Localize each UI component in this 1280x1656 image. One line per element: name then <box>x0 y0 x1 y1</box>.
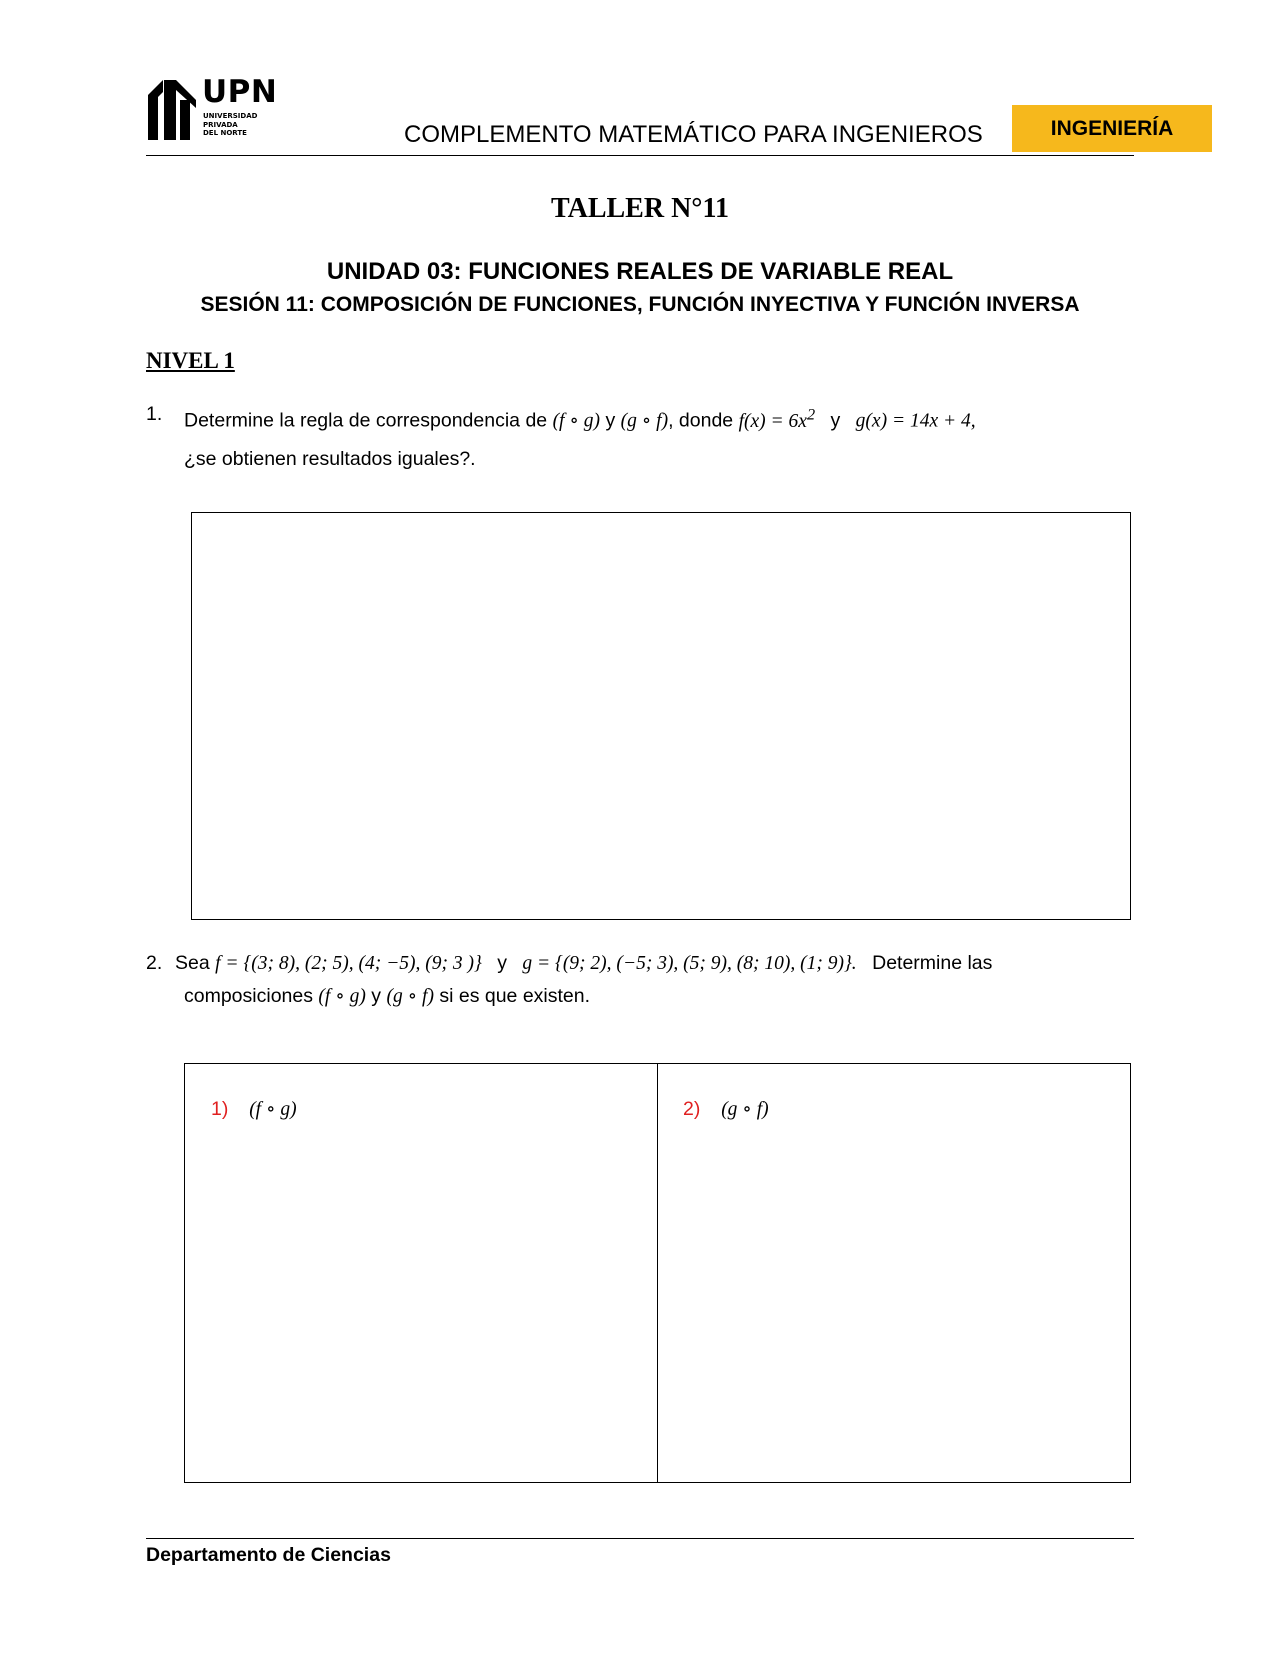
faculty-badge <box>1012 105 1212 152</box>
footer-department: Departamento de Ciencias <box>146 1544 391 1566</box>
answer-table-divider <box>657 1064 658 1482</box>
problem-1-question: ¿se obtienen resultados iguales?. <box>184 448 476 470</box>
session-title: SESIÓN 11: COMPOSICIÓN DE FUNCIONES, FUNCIÓN INYECTIVA Y FUNCIÓN INVERSA <box>200 293 1080 316</box>
course-title: COMPLEMENTO MATEMÁTICO PARA INGENIEROS <box>404 121 983 148</box>
unit-title: UNIDAD 03: FUNCIONES REALES DE VARIABLE REAL <box>326 258 954 285</box>
problem-2-sea: Sea <box>175 952 210 974</box>
problem-1-intro: Determine la regla de correspondencia de <box>184 409 548 432</box>
answer-cell-2-expression: (g ∘ f) <box>721 1099 769 1120</box>
problem-1-comp-fg: (f ∘ g) <box>552 410 601 432</box>
logo-wordmark: UPN <box>202 74 278 110</box>
problem-1-and-2: y <box>830 409 841 432</box>
faculty-badge-label: INGENIERÍA <box>1050 116 1174 140</box>
problem-1-and: y <box>605 409 616 432</box>
problem-2-number: 2. <box>146 952 163 974</box>
problem-2-if-exist: si es que existen. <box>439 985 591 1007</box>
answer-cell-1-label[interactable] <box>211 1096 297 1123</box>
level-heading: NIVEL 1 <box>146 348 235 373</box>
problem-2-and-2: y <box>371 985 382 1007</box>
f-exponent: 2 <box>806 405 816 423</box>
footer-divider <box>146 1538 1134 1539</box>
logo-line-1: UNIVERSIDAD <box>203 112 258 120</box>
answer-cell-1-expression: (f ∘ g) <box>249 1099 297 1120</box>
answer-cell-1-number: 1) <box>211 1098 229 1120</box>
problem-1-number: 1. <box>146 403 163 425</box>
problem-1-where: , donde <box>668 409 734 432</box>
worksheet-title: TALLER N°11 <box>551 193 729 224</box>
problem-2-line-1 <box>175 950 992 977</box>
problem-2-line-2 <box>184 983 590 1010</box>
upn-logo-icon <box>146 78 198 140</box>
logo-line-3: DEL NORTE <box>203 129 247 137</box>
f-definition: f(x) = 6x <box>738 410 807 432</box>
problem-2-f-set: f = {(3; 8), (2; 5), (4; −5), (9; 3 )} <box>215 953 482 974</box>
problem-2-compositions: composiciones <box>184 985 313 1007</box>
problem-1-comp-gf: (g ∘ f) <box>620 410 669 432</box>
problem-1-f-definition <box>738 405 816 432</box>
logo-subtitle <box>203 112 257 138</box>
problem-2-g-set: g = {(9; 2), (−5; 3), (5; 9), (8; 10), (1; 9)}. <box>522 953 857 974</box>
answer-cell-2-number: 2) <box>683 1098 701 1120</box>
header-divider <box>146 155 1134 156</box>
problem-1-answer-box[interactable] <box>191 512 1131 920</box>
problem-2-and: y <box>497 952 507 974</box>
problem-2-answer-table <box>184 1063 1131 1483</box>
problem-2-determine: Determine las <box>872 952 993 974</box>
answer-cell-2-label[interactable] <box>683 1096 769 1123</box>
problem-1-statement <box>184 401 1131 435</box>
upn-logo <box>146 74 278 142</box>
logo-line-2: PRIVADA <box>203 120 238 129</box>
problem-2-comp-gf: (g ∘ f) <box>386 986 434 1007</box>
problem-1-g-definition: g(x) = 14x + 4, <box>855 410 976 432</box>
problem-2-comp-fg: (f ∘ g) <box>318 986 366 1007</box>
